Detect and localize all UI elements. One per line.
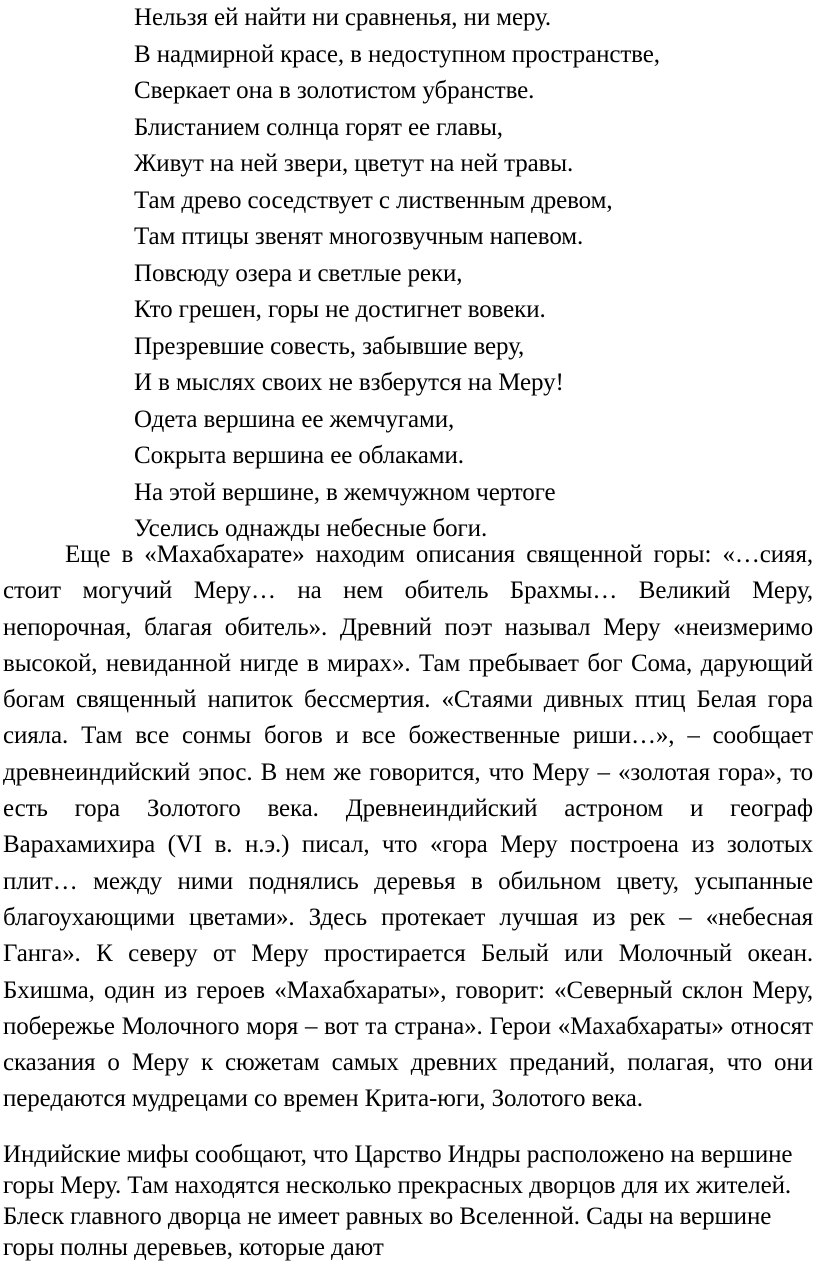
- poem-line: На этой вершине, в жемчужном чертоге: [134, 478, 556, 506]
- poem-line: Одета вершина ее жемчугами,: [134, 405, 455, 433]
- poem-line: Кто грешен, горы не достигнет вовеки.: [134, 296, 546, 323]
- poem-line: В надмирной красе, в недоступном пространстве,: [134, 40, 660, 68]
- poem-line: Там древо соседствует с лиственным древом,: [134, 186, 613, 214]
- poem-line: Презревшие совесть, забывшие веру,: [134, 332, 525, 360]
- body-paragraph: Еще в «Махабхарате» находим описания священной горы: «…сияя, стоит могучий Меру… на нем обитель Брахмы… Великий Меру, непорочная, благая обитель». Древний поэт называл Меру «неизмеримо высокой, невиданной нигде в мирах». Там пребывает бог Сома, дарующий богам священный напиток бессмертия. «Стаями дивных птиц Белая гора сияла. Там все сонмы богов и все божественные риши…», – сообщает древнеиндийский эпос. В нем же говорится, что Меру – «золотая гора», то есть гора Золотого века. Древнеиндийский астроном и географ Варахамихира (VI в. н.э.) писал, что «гора Меру построена из золотых плит… между ними поднялись деревья в обильном цвету, усыпанные благоухающими цветами». Здесь протекает лучшая из рек – «небесная Ганга». К северу от Меру простирается Белый или Молочный океан. Бхишма, один из героев «Махабхараты», говорит: «Северный склон Меру, побережье Молочного моря – вот та страна». Герои «Махабхараты» относят сказания о Меру к сюжетам самых древних преданий, полагая, что они передаются мудрецами со времен Крита-юги, Золотого века.: [3, 541, 813, 1113]
- poem-line: Сокрыта вершина ее облаками.: [134, 442, 464, 469]
- poem-line: Живут на ней звери, цветут на ней травы.: [134, 150, 574, 177]
- poem-line: Уселись однажды небесные боги.: [134, 515, 488, 542]
- body-paragraph: Индийские мифы сообщают, что Царство Индры расположено на вершине горы Меру. Там находятся несколько прекрасных дворцов для их жителей. Блеск главного дворца не имеет равных во Вселенной. Сады на вершине горы полны деревьев, которые дают: [3, 1141, 793, 1261]
- poem-line: И в мыслях своих не взберутся на Меру!: [134, 369, 564, 396]
- poem-block: [134, 0, 794, 548]
- poem-line: Блистанием солнца горят ее главы,: [134, 113, 503, 141]
- poem-line: Сверкает она в золотистом убранстве.: [134, 77, 535, 104]
- poem-line: Повсюду озера и светлые реки,: [134, 259, 463, 287]
- poem-line: Нельзя ей найти ни сравненья, ни меру.: [134, 4, 552, 31]
- poem-line: Там птицы звенят многозвучным напевом.: [134, 223, 584, 250]
